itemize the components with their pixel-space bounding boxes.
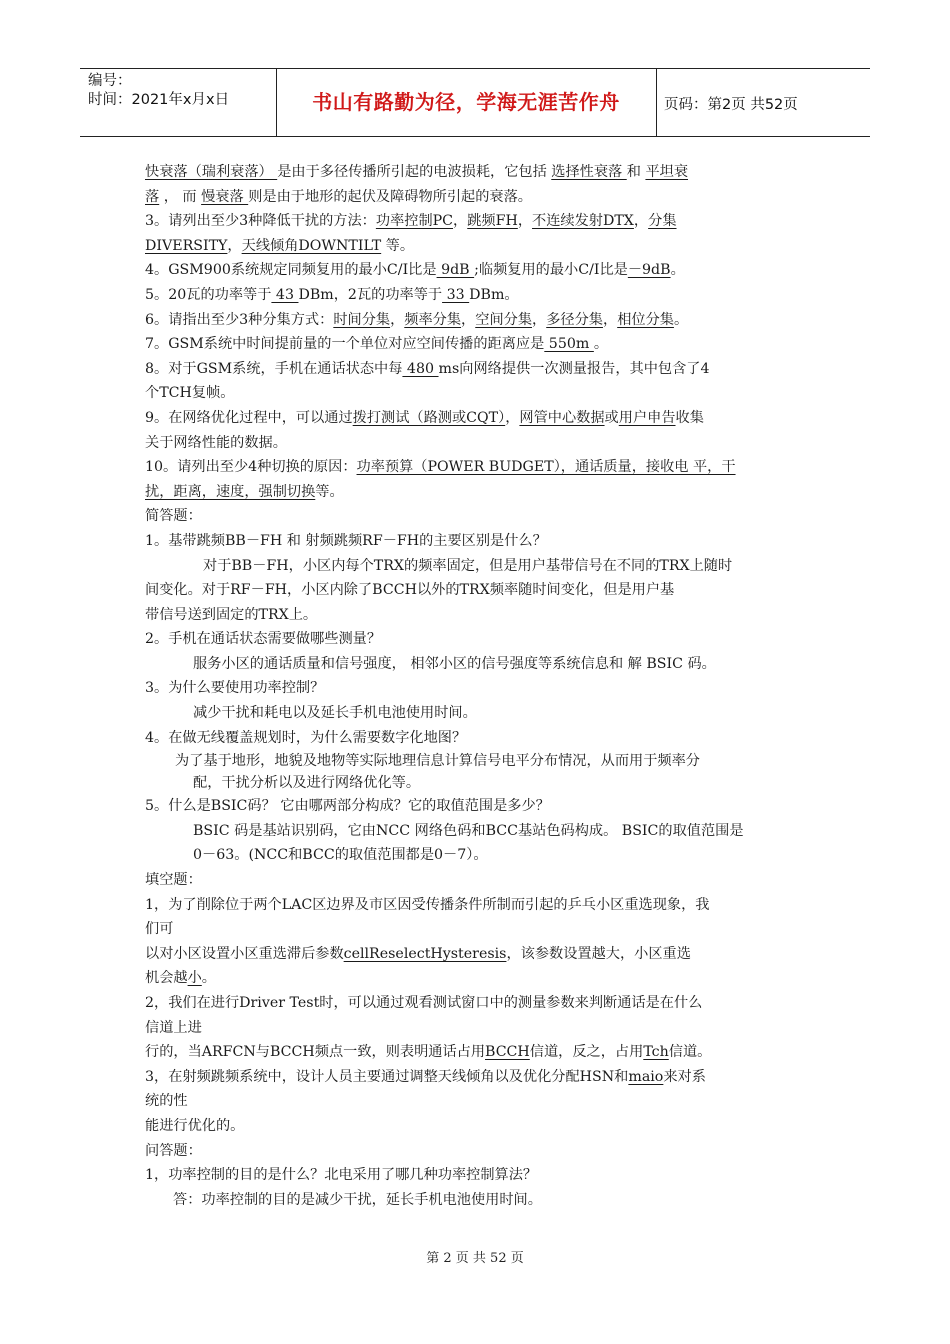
header-meta (88, 72, 229, 110)
text-segment: 间变化。对于RF－FH，小区内除了BCCH以外的TRX频率随时间变化，但是用户基 (145, 582, 675, 599)
text-line (145, 868, 825, 893)
text-segment: 。 (593, 336, 609, 353)
text-segment: 统的性 (145, 1093, 188, 1110)
text-segment: 服务小区的通话质量和信号强度， 相邻小区的信号强度等系统信息和 解 BSIC 码。 (193, 655, 716, 672)
text-segment: 简答题： (145, 508, 202, 525)
text-line (145, 357, 825, 382)
answer-text: 33 (442, 286, 470, 303)
text-segment: 对于BB－FH，小区内每个TRX的频率固定，但是用户基带信号在不同的TRX上随时 (203, 557, 733, 574)
text-segment: ， (390, 311, 405, 328)
answer-text: 平坦衰 (645, 164, 689, 180)
document-body (145, 160, 825, 1212)
answer-text: maio (628, 1068, 664, 1085)
answer-text: 快衰落（瑞利衰落） (145, 164, 278, 180)
text-line (145, 1114, 825, 1139)
text-segment: 等。 (381, 237, 415, 254)
text-line (145, 480, 825, 505)
text-segment: 4。在做无线覆盖规划时，为什么需要数字化地图？ (145, 729, 467, 746)
text-line (145, 529, 825, 554)
answer-text: 时间分集 (333, 311, 391, 328)
answer-text: 功率控制PC (375, 213, 454, 230)
text-line (145, 750, 825, 772)
text-segment: ， (517, 213, 533, 230)
document-number: 编号： (88, 73, 132, 89)
answer-text: Tch (643, 1044, 669, 1061)
text-segment: 能进行优化的。 (145, 1117, 245, 1134)
text-line (145, 942, 825, 967)
text-line (145, 603, 825, 628)
text-line (145, 819, 825, 844)
answer-text: BCCH (485, 1044, 530, 1061)
text-line (145, 209, 825, 234)
text-segment: 8。对于GSM系统，手机在通话状态中每 (145, 360, 403, 377)
text-segment: 收集 (675, 409, 704, 426)
text-segment: 关于网络性能的数据。 (145, 434, 287, 451)
text-segment: 6。请指出至少3种分集方式： (145, 311, 334, 328)
text-line (145, 726, 825, 751)
answer-text: 用户申告 (618, 409, 676, 426)
text-segment: 。 (201, 970, 216, 987)
text-line (145, 1089, 825, 1114)
text-segment: ;临频复用的最小C/I比是 (474, 262, 628, 279)
text-line (145, 160, 825, 185)
answer-text: 选择性衰落 (551, 164, 627, 180)
text-line (145, 455, 825, 480)
text-line (145, 794, 825, 819)
page-footer: 第 2 页 共 52 页 (426, 1251, 524, 1266)
text-segment: ms向网络提供一次测量报告，其中包含了4 (438, 360, 710, 377)
text-line (145, 1040, 825, 1065)
text-line (145, 283, 825, 308)
text-line (145, 991, 825, 1016)
document-date: 时间：2021年x月x日 (88, 92, 230, 108)
answer-text: 43 (271, 286, 299, 303)
text-line (145, 843, 825, 868)
text-line (145, 504, 825, 529)
text-segment: 带信号送到固定的TRX上。 (145, 606, 318, 623)
header-top-rule (80, 68, 870, 69)
text-segment: 等。 (315, 483, 344, 500)
text-segment: ， (633, 213, 649, 230)
text-segment: 问答题： (145, 1142, 202, 1159)
text-segment: 2。手机在通话状态需要做哪些测量？ (145, 631, 382, 648)
text-line (145, 381, 825, 406)
text-line (145, 406, 825, 431)
answer-text: 空间分集 (475, 311, 533, 328)
header-bottom-rule (80, 136, 870, 137)
text-line (145, 308, 825, 333)
text-segment: ， (461, 311, 476, 328)
answer-text: 不连续发射DTX (532, 213, 634, 230)
text-segment: 以对小区设置小区重选滞后参数 (145, 945, 344, 962)
text-segment: 4。GSM900系统规定同频复用的最小C/I比是 (145, 262, 437, 279)
text-segment: 为了基于地形，地貌及地物等实际地理信息计算信号电平分布情况，从而用于频率分 (175, 753, 700, 770)
text-line (145, 1016, 825, 1041)
text-segment: ， (227, 237, 242, 254)
text-line (145, 258, 825, 283)
answer-text: 扰，距离，速度，强制切换 (145, 483, 316, 500)
answer-text: 550m (544, 336, 594, 353)
text-segment: 机会越 (145, 970, 188, 987)
text-line (145, 1139, 825, 1164)
answer-text: 480 (402, 360, 439, 377)
text-line (145, 578, 825, 603)
text-segment: DBm。 (469, 286, 519, 303)
text-segment: 填空题： (145, 872, 202, 889)
text-line (145, 652, 825, 677)
answer-text: 多径分集 (546, 311, 603, 328)
text-segment: DBm，2瓦的功率等于 (298, 286, 443, 303)
text-segment: 是由于多径传播所引起的电波损耗，它包括 (277, 164, 552, 180)
text-segment: 2，我们在进行Driver Test时，可以通过观看测试窗口中的测量参数来判断通话是在什么 (145, 995, 703, 1011)
answer-text: 慢衰落 (201, 188, 249, 205)
text-line (145, 701, 825, 726)
text-segment: 则是由于地形的起伏及障碍物所引起的衰落。 (248, 188, 532, 205)
text-segment: 1，为了削除位于两个LAC区边界及市区因受传播条件所制而引起的乒乓小区重选现象，我 (145, 896, 710, 913)
header-page-number: 页码：第2页 共52页 (664, 97, 798, 113)
text-line (145, 893, 825, 918)
text-segment: 0－63。(NCC和BCC的取值范围都是0－7）。 (193, 847, 488, 864)
text-segment: 。 (670, 262, 685, 279)
text-line (145, 966, 825, 991)
text-segment: 5。20瓦的功率等于 (145, 286, 272, 303)
text-line (145, 917, 825, 942)
text-segment: 减少干扰和耗电以及延长手机电池使用时间。 (193, 705, 477, 722)
text-segment: ， (505, 409, 520, 426)
text-line (145, 676, 825, 701)
text-line (145, 1163, 825, 1188)
text-segment: 信道上进 (145, 1019, 202, 1036)
text-segment: 7。GSM系统中时间提前量的一个单位对应空间传播的距离应是 (145, 336, 545, 353)
text-segment: 信道。 (668, 1044, 712, 1061)
text-line (145, 234, 825, 259)
text-segment: ， (453, 213, 468, 230)
text-line (145, 554, 825, 579)
text-segment: 3。为什么要使用功率控制？ (145, 680, 325, 697)
answer-text: 落 (145, 188, 160, 205)
answer-text: 分集 (648, 213, 677, 230)
text-segment: 信道，反之，占用 (529, 1044, 644, 1061)
answer-text: －9dB (627, 262, 671, 279)
text-line (145, 627, 825, 652)
text-segment: 和 (626, 164, 646, 180)
text-segment: 3。请列出至少3种降低干扰的方法： (145, 213, 376, 230)
answer-text: 9dB (436, 262, 475, 279)
text-segment: 配，干扰分析以及进行网络优化等。 (193, 775, 421, 792)
text-segment: ， (602, 311, 618, 328)
text-line (145, 772, 825, 794)
text-segment: BSIC 码是基站识别码，它由NCC 网络色码和BCC基站色码构成。 BSIC的取值范围是 (193, 822, 744, 839)
answer-text: cellReselectHysteresis (343, 945, 507, 962)
text-segment: 们可 (145, 921, 174, 938)
answer-text: DIVERSITY (145, 237, 228, 254)
header-motto: 书山有路勤为径，学海无涯苦作舟 (312, 90, 620, 114)
text-segment: 。 (673, 311, 689, 328)
text-line (145, 332, 825, 357)
answer-text: 相位分集 (617, 311, 674, 328)
text-segment: 10。请列出至少4种切换的原因： (145, 459, 357, 476)
text-segment: 行的，当ARFCN与BCCH频点一致，则表明通话占用 (145, 1044, 486, 1061)
text-line (145, 431, 825, 456)
answer-text: 网管中心数据 (519, 409, 605, 426)
text-segment: 来对系 (663, 1068, 706, 1085)
text-segment: 1。基带跳频BB－FH 和 射频跳频RF－FH的主要区别是什么？ (145, 532, 547, 549)
header-right-divider (656, 68, 657, 136)
text-segment: 1，功率控制的目的是什么？北电采用了哪几种功率控制算法？ (145, 1167, 538, 1184)
answer-text: 跳频FH (467, 213, 518, 230)
text-line (145, 1065, 825, 1090)
text-line (145, 1188, 825, 1213)
text-segment: 5。什么是BSIC码？ 它由哪两部分构成？它的取值范围是多少？ (145, 798, 550, 815)
text-line (145, 185, 825, 210)
answer-text: 拨打测试（路测或CQT） (352, 409, 506, 426)
answer-text: 天线倾角DOWNTILT (241, 237, 382, 254)
text-segment: 3，在射频跳频系统中，设计人员主要通过调整天线倾角以及优化分配HSN和 (145, 1068, 629, 1085)
text-segment: ，该参数设置越大，小区重选 (506, 945, 691, 962)
text-segment: ， 而 (159, 188, 202, 205)
answer-text: 小 (187, 970, 202, 987)
answer-text: 频率分集 (404, 311, 462, 328)
text-segment: ， (532, 311, 547, 328)
text-segment: 或 (604, 409, 619, 426)
text-segment: 答：功率控制的目的是减少干扰，延长手机电池使用时间。 (173, 1191, 542, 1208)
text-segment: 9。在网络优化过程中，可以通过 (145, 409, 353, 426)
answer-text: 功率预算（POWER BUDGET），通话质量，接收电 平，干 (356, 459, 736, 476)
text-segment: 个TCH复帧。 (145, 385, 235, 402)
